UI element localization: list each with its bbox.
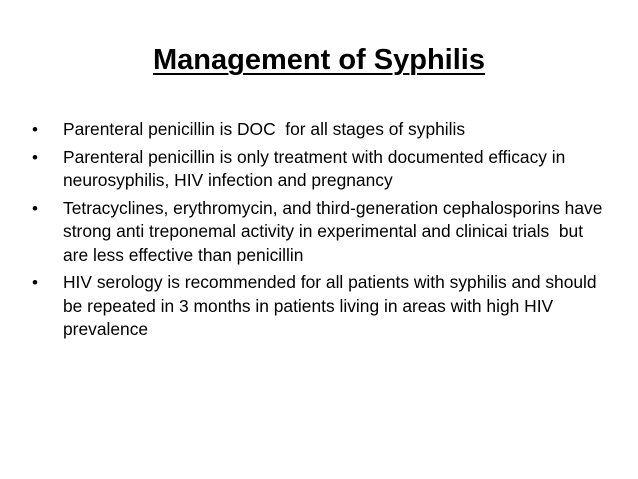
bullet-item bbox=[32, 197, 612, 268]
bullet-list bbox=[32, 118, 612, 346]
bullet-marker: • bbox=[32, 273, 38, 292]
bullet-marker: • bbox=[32, 120, 38, 139]
bullet-item bbox=[32, 118, 612, 142]
bullet-text: Tetracyclines, erythromycin, and third-generation cephalosporins have strong anti treponemal activity in experimental and clinicai trials but are less effective than penicillin bbox=[63, 197, 608, 265]
bullet-item bbox=[32, 146, 612, 193]
bullet-marker: • bbox=[32, 147, 38, 167]
bullet-text: Parenteral penicillin is only treatment with documented efficacy in neurosyphilis, HIV infection and pregnancy bbox=[63, 146, 566, 190]
bullet-text: Parenteral penicillin is DOC for all stages of syphilis bbox=[63, 119, 466, 139]
bullet-text: HIV serology is recommended for all patients with syphilis and should be repeated in 3 months in patients living in areas with high HIV prevalence bbox=[63, 272, 597, 339]
bullet-marker: • bbox=[32, 198, 38, 218]
bullet-item bbox=[32, 271, 612, 342]
slide-title: Management of Syphilis bbox=[153, 44, 485, 76]
